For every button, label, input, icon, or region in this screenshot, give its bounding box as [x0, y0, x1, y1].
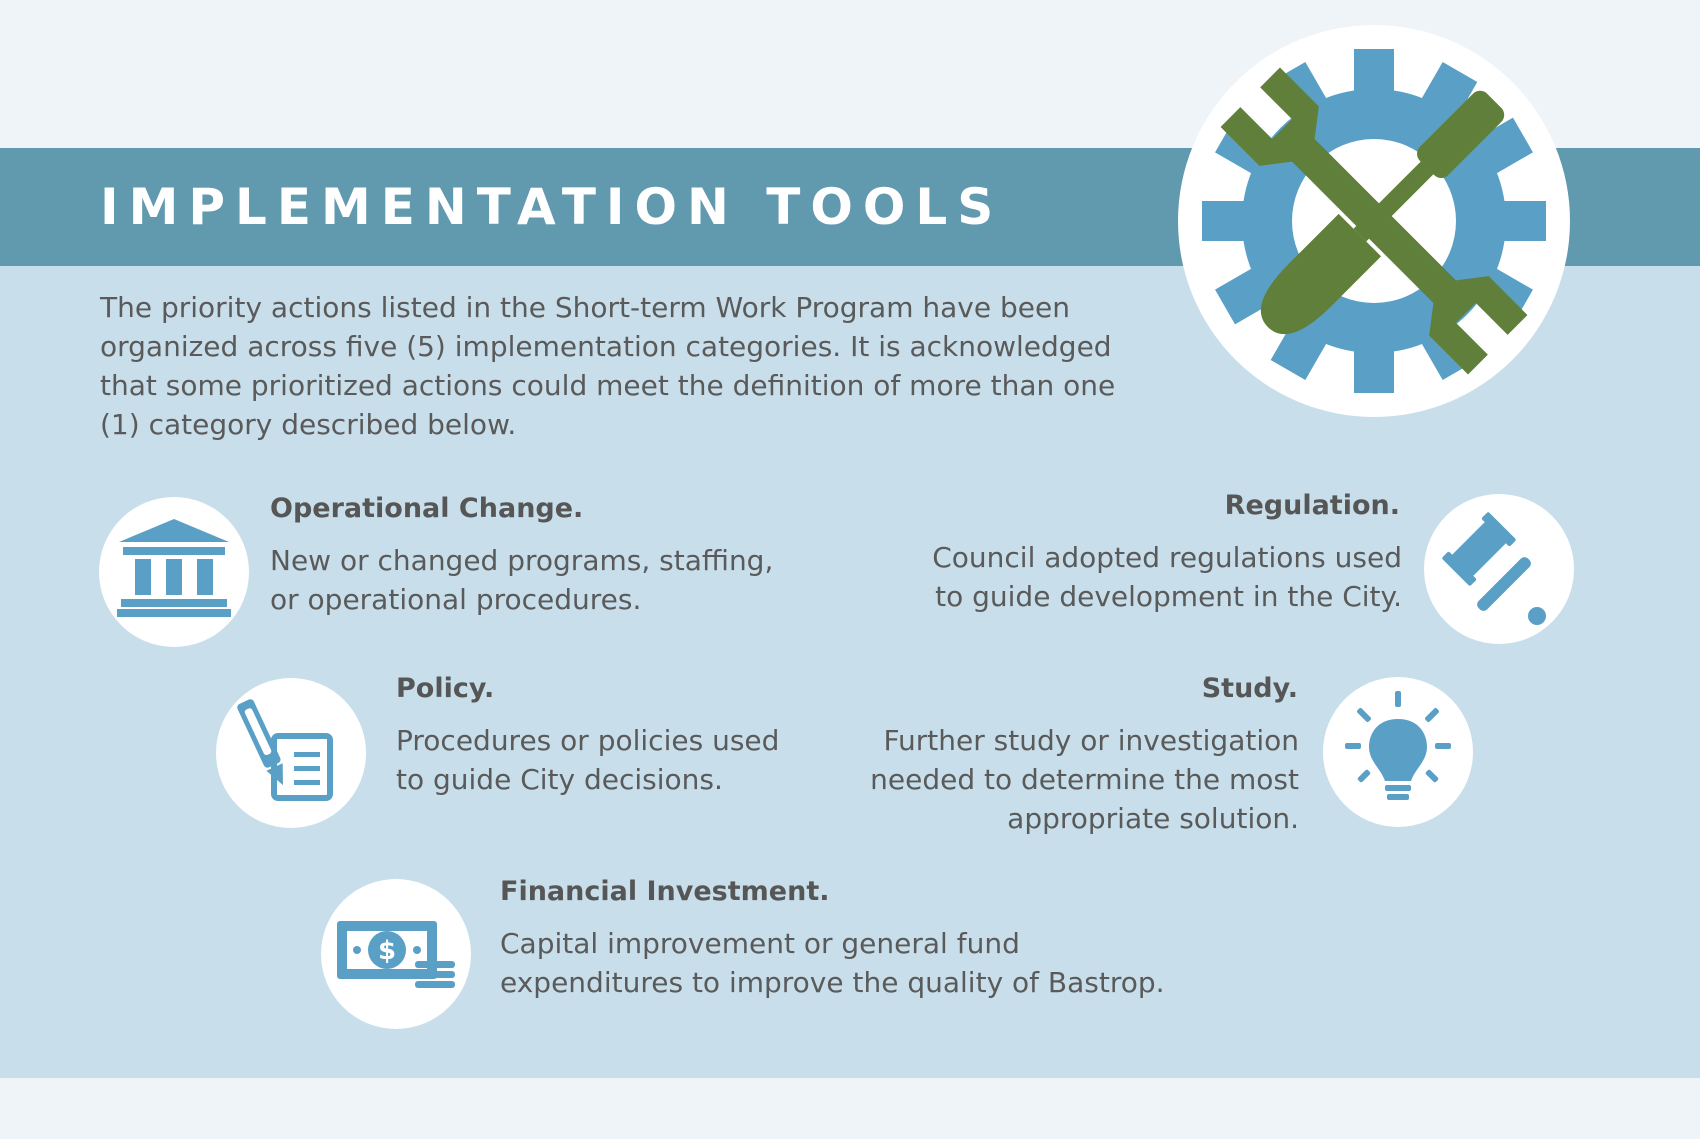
intro-line: organized across five (5) implementation categories. It is acknowledged — [100, 330, 1112, 363]
description-line: Further study or investigation — [883, 724, 1299, 757]
description-line: Procedures or policies used — [396, 724, 780, 757]
description-line: or operational procedures. — [270, 583, 642, 616]
svg-text:$: $ — [377, 936, 397, 966]
pen-document-icon — [216, 678, 366, 828]
page-title: IMPLEMENTATION TOOLS — [100, 178, 1004, 236]
gear-tools-icon — [1178, 25, 1570, 417]
description-line: needed to determine the most — [870, 763, 1299, 796]
intro-line: The priority actions listed in the Short-term Work Program have been — [100, 291, 1070, 324]
money-icon — [321, 879, 471, 1029]
intro-paragraph — [100, 288, 1200, 444]
intro-line: that some prioritized actions could meet the definition of more than one — [100, 369, 1116, 402]
government-building-icon — [99, 497, 249, 647]
gavel-icon — [1424, 494, 1574, 644]
description-line: New or changed programs, staffing, — [270, 544, 774, 577]
description-line: expenditures to improve the quality of Bastrop. — [500, 966, 1165, 999]
study-description — [870, 721, 1299, 838]
description-line: appropriate solution. — [1007, 802, 1299, 835]
financial-heading: Financial Investment. — [500, 876, 830, 907]
intro-line: (1) category described below. — [100, 408, 517, 441]
policy-heading: Policy. — [396, 673, 495, 704]
financial-description — [500, 924, 1165, 1002]
operational-heading: Operational Change. — [270, 493, 584, 524]
description-line: to guide development in the City. — [935, 580, 1402, 613]
description-line: Council adopted regulations used — [932, 541, 1402, 574]
description-line: Capital improvement or general fund — [500, 927, 1020, 960]
description-line: to guide City decisions. — [396, 763, 723, 796]
regulation-description — [932, 538, 1402, 616]
operational-description — [270, 541, 773, 619]
regulation-heading: Regulation. — [1224, 490, 1400, 521]
light-bulb-icon — [1323, 677, 1473, 827]
study-heading: Study. — [1201, 673, 1298, 704]
policy-description — [396, 721, 779, 799]
